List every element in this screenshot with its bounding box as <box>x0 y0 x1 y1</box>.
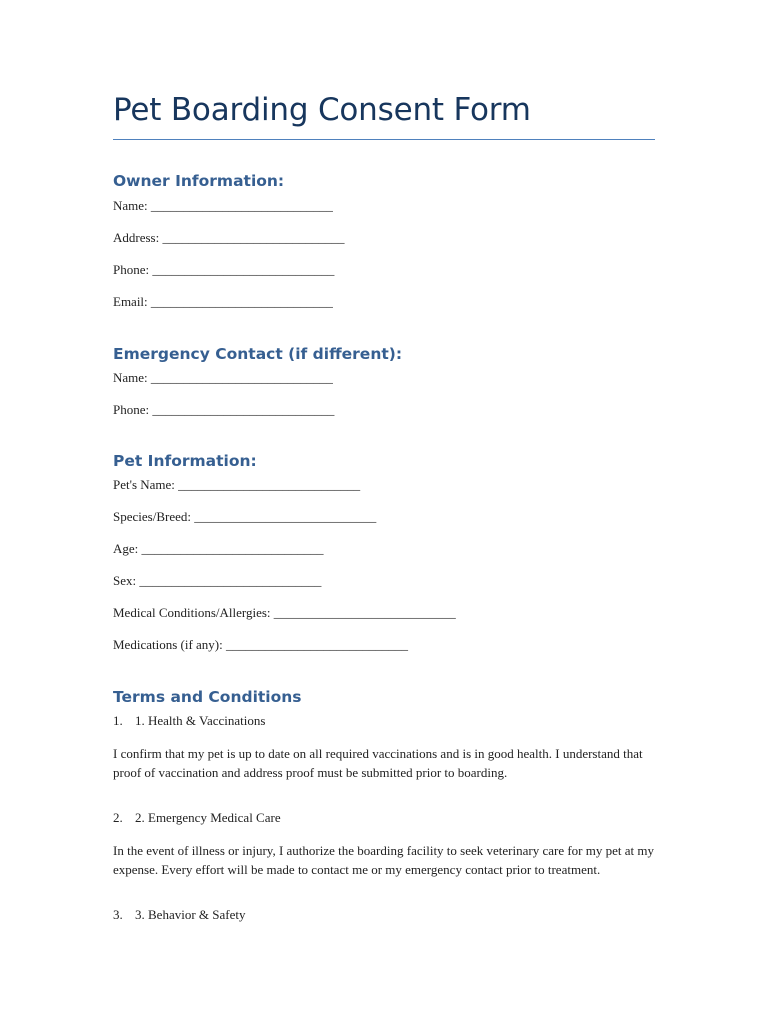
pet-medical-field: Medical Conditions/Allergies: ____________________________ <box>113 605 456 620</box>
pet-info-heading: Pet Information: <box>113 452 257 470</box>
terms-heading: Terms and Conditions <box>113 688 302 706</box>
list-item-title: 2. Emergency Medical Care <box>135 810 281 825</box>
owner-phone-field: Phone: ____________________________ <box>113 262 335 277</box>
terms-item-health <box>113 713 265 729</box>
owner-address-field: Address: ____________________________ <box>113 230 345 245</box>
emergency-name-field: Name: ____________________________ <box>113 370 333 385</box>
pet-age-field: Age: ____________________________ <box>113 541 324 556</box>
list-number: 1. <box>113 713 123 728</box>
list-item-title: 3. Behavior & Safety <box>135 907 246 922</box>
emergency-phone-field: Phone: ____________________________ <box>113 402 335 417</box>
list-number: 2. <box>113 810 123 825</box>
pet-name-field: Pet's Name: ____________________________ <box>113 477 361 492</box>
terms-item-behavior <box>113 907 245 923</box>
list-number: 3. <box>113 907 123 922</box>
pet-medications-field: Medications (if any): ____________________________ <box>113 637 408 652</box>
owner-email-field: Email: ____________________________ <box>113 294 333 309</box>
terms-item-emergency <box>113 810 281 826</box>
owner-name-field: Name: ____________________________ <box>113 198 333 213</box>
terms-paragraph-emergency: In the event of illness or injury, I authorize the boarding facility to seek veterinary care for my pet at my expense. Every effort will be made to contact me or my emergency contact prior to treatment. <box>113 843 654 877</box>
owner-info-heading: Owner Information: <box>113 172 285 190</box>
page-title: Pet Boarding Consent Form <box>113 92 531 128</box>
terms-paragraph-health: I confirm that my pet is up to date on all required vaccinations and is in good health. I understand that proof of vaccination and address proof must be submitted prior to boarding. <box>113 746 643 780</box>
list-item-title: 1. Health & Vaccinations <box>135 713 266 728</box>
emergency-contact-heading: Emergency Contact (if different): <box>113 345 403 363</box>
title-underline <box>113 139 655 140</box>
pet-sex-field: Sex: ____________________________ <box>113 573 322 588</box>
pet-species-field: Species/Breed: ____________________________ <box>113 509 377 524</box>
